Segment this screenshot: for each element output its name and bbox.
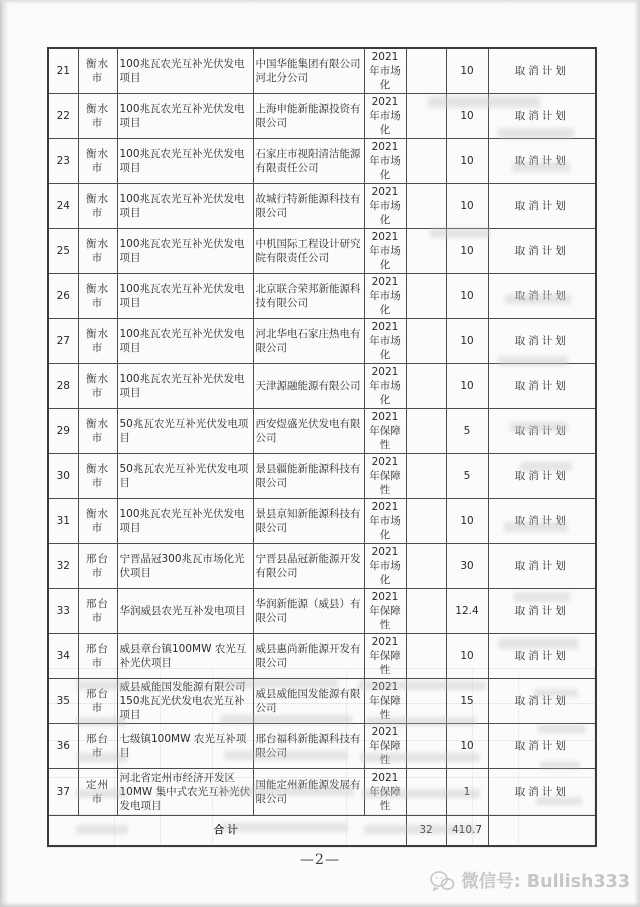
capacity-cell: 5: [446, 409, 488, 454]
status-cell: 取消计划: [488, 634, 596, 679]
table-row: [48, 544, 596, 589]
year-type-cell: 2021年市场化: [364, 139, 406, 184]
year-type-cell: 2021年保障性: [364, 679, 406, 724]
row-number: 24: [48, 184, 78, 229]
capacity-cell: 5: [446, 454, 488, 499]
project-name-cell: 50兆瓦农光互补光伏发电项目: [117, 454, 253, 499]
project-name-cell: 100兆瓦农光互补光伏发电项目: [117, 229, 253, 274]
company-name-cell: 河北华电石家庄热电有限公司: [253, 319, 364, 364]
spare-cell: [406, 229, 446, 274]
status-cell: 取消计划: [488, 724, 596, 769]
scan-edge-left: [0, 0, 9, 907]
spare-cell: [406, 454, 446, 499]
table-row: [48, 48, 596, 94]
spare-cell: [406, 679, 446, 724]
city-cell: 邢台市: [78, 724, 117, 769]
capacity-cell: 10: [446, 499, 488, 544]
company-name-cell: 威县惠尚新能源开发有限公司: [253, 634, 364, 679]
row-number: 26: [48, 274, 78, 319]
spare-cell: [406, 409, 446, 454]
spare-cell: [406, 769, 446, 816]
spare-cell: [406, 48, 446, 94]
status-cell: 取消计划: [488, 679, 596, 724]
status-cell: 取消计划: [488, 364, 596, 409]
table-row: [48, 229, 596, 274]
row-number: 35: [48, 679, 78, 724]
wechat-icon: [429, 869, 455, 893]
row-number: 30: [48, 454, 78, 499]
company-name-cell: 中机国际工程设计研究院有限责任公司: [253, 229, 364, 274]
city-cell: 衡水市: [78, 94, 117, 139]
table-row: [48, 409, 596, 454]
company-name-cell: 威县威能国发能源有限公司: [253, 679, 364, 724]
capacity-cell: 1: [446, 769, 488, 816]
company-name-cell: 景县亰知新能源科技有限公司: [253, 499, 364, 544]
total-status-cell: [488, 816, 596, 846]
row-number: 29: [48, 409, 78, 454]
company-name-cell: 中国华能集团有限公司河北分公司: [253, 48, 364, 94]
capacity-cell: 10: [446, 634, 488, 679]
projects-table: [47, 47, 597, 847]
city-cell: 邢台市: [78, 589, 117, 634]
year-type-cell: 2021年市场化: [364, 499, 406, 544]
city-cell: 衡水市: [78, 409, 117, 454]
status-cell: 取消计划: [488, 319, 596, 364]
city-cell: 邢台市: [78, 634, 117, 679]
city-cell: 衡水市: [78, 184, 117, 229]
status-cell: 取消计划: [488, 94, 596, 139]
city-cell: 衡水市: [78, 139, 117, 184]
project-name-cell: 河北省定州市经济开发区10MW 集中式农光互补光伏发电项目: [117, 769, 253, 816]
status-cell: 取消计划: [488, 589, 596, 634]
project-name-cell: 100兆瓦农光互补光伏发电项目: [117, 364, 253, 409]
row-number: 25: [48, 229, 78, 274]
table-row: [48, 724, 596, 769]
spare-cell: [406, 499, 446, 544]
status-cell: 取消计划: [488, 409, 596, 454]
year-type-cell: 2021年保障性: [364, 769, 406, 816]
project-name-cell: 50兆瓦农光互补光伏发电项目: [117, 409, 253, 454]
year-type-cell: 2021年保障性: [364, 724, 406, 769]
year-type-cell: 2021年市场化: [364, 364, 406, 409]
company-name-cell: 国能定州新能源发展有限公司: [253, 769, 364, 816]
table-row: [48, 94, 596, 139]
company-name-cell: 石家庄市视阳清洁能源有限责任公司: [253, 139, 364, 184]
status-cell: 取消计划: [488, 184, 596, 229]
capacity-cell: 10: [446, 184, 488, 229]
company-name-cell: 邢台福科新能源科技有限公司: [253, 724, 364, 769]
table-row: [48, 769, 596, 816]
row-number: 37: [48, 769, 78, 816]
project-name-cell: 威县章台镇100MW 农光互补光伏项目: [117, 634, 253, 679]
year-type-cell: 2021年保障性: [364, 409, 406, 454]
scan-edge-right: [634, 0, 640, 907]
row-number: 36: [48, 724, 78, 769]
project-name-cell: 100兆瓦农光互补光伏发电项目: [117, 139, 253, 184]
project-name-cell: 华润威县农光互补发电项目: [117, 589, 253, 634]
table-row: [48, 364, 596, 409]
status-cell: 取消计划: [488, 139, 596, 184]
project-name-cell: 威县威能国发能源有限公司150兆瓦光伏发电农光互补项目: [117, 679, 253, 724]
row-number: 34: [48, 634, 78, 679]
company-name-cell: 华润新能源（威县）有限公司: [253, 589, 364, 634]
status-cell: 取消计划: [488, 274, 596, 319]
company-name-cell: 故城行特新能源科技有限公司: [253, 184, 364, 229]
spare-cell: [406, 139, 446, 184]
company-name-cell: 西安煜盛光伏发电有限公司: [253, 409, 364, 454]
spare-cell: [406, 364, 446, 409]
table-row: [48, 274, 596, 319]
scan-edge-bottom: [0, 902, 640, 907]
spare-cell: [406, 94, 446, 139]
row-number: 21: [48, 48, 78, 94]
watermark-text: 微信号: Bullish333: [461, 872, 630, 892]
project-name-cell: 七级镇100MW 农光互补项目: [117, 724, 253, 769]
status-cell: 取消计划: [488, 454, 596, 499]
capacity-cell: 30: [446, 544, 488, 589]
row-number: 22: [48, 94, 78, 139]
city-cell: 衡水市: [78, 274, 117, 319]
year-type-cell: 2021年市场化: [364, 94, 406, 139]
capacity-cell: 10: [446, 229, 488, 274]
spare-cell: [406, 319, 446, 364]
year-type-cell: 2021年保障性: [364, 454, 406, 499]
project-name-cell: 100兆瓦农光互补光伏发电项目: [117, 319, 253, 364]
city-cell: 定州市: [78, 769, 117, 816]
table-row: [48, 139, 596, 184]
table-row: [48, 319, 596, 364]
city-cell: 衡水市: [78, 499, 117, 544]
project-name-cell: 100兆瓦农光互补光伏发电项目: [117, 274, 253, 319]
company-name-cell: 景县疆能新能源科技有限公司: [253, 454, 364, 499]
row-number: 32: [48, 544, 78, 589]
capacity-cell: 10: [446, 94, 488, 139]
watermark: [429, 868, 630, 893]
row-number: 23: [48, 139, 78, 184]
status-cell: 取消计划: [488, 499, 596, 544]
row-number: 33: [48, 589, 78, 634]
status-cell: 取消计划: [488, 48, 596, 94]
table-row: [48, 499, 596, 544]
page-number: —2—: [300, 852, 340, 868]
project-name-cell: 100兆瓦农光互补光伏发电项目: [117, 94, 253, 139]
table-row: [48, 589, 596, 634]
capacity-cell: 10: [446, 274, 488, 319]
year-type-cell: 2021年保障性: [364, 634, 406, 679]
capacity-cell: 12.4: [446, 589, 488, 634]
row-number: 27: [48, 319, 78, 364]
year-type-cell: 2021年市场化: [364, 184, 406, 229]
capacity-cell: 10: [446, 139, 488, 184]
table-body: [48, 48, 596, 846]
city-cell: 衡水市: [78, 48, 117, 94]
spare-cell: [406, 184, 446, 229]
capacity-cell: 10: [446, 319, 488, 364]
capacity-cell: 10: [446, 364, 488, 409]
city-cell: 衡水市: [78, 229, 117, 274]
city-cell: 衡水市: [78, 364, 117, 409]
project-name-cell: 100兆瓦农光互补光伏发电项目: [117, 499, 253, 544]
city-cell: 邢台市: [78, 679, 117, 724]
scan-edge-top: [0, 0, 640, 4]
city-cell: 衡水市: [78, 454, 117, 499]
table-row: [48, 184, 596, 229]
spare-cell: [406, 634, 446, 679]
spare-cell: [406, 544, 446, 589]
company-name-cell: 天津源融能源有限公司: [253, 364, 364, 409]
spare-cell: [406, 724, 446, 769]
row-number: 28: [48, 364, 78, 409]
spare-cell: [406, 274, 446, 319]
capacity-cell: 15: [446, 679, 488, 724]
table-row: [48, 454, 596, 499]
year-type-cell: 2021年市场化: [364, 274, 406, 319]
status-cell: 取消计划: [488, 769, 596, 816]
year-type-cell: 2021年市场化: [364, 319, 406, 364]
status-cell: 取消计划: [488, 229, 596, 274]
capacity-cell: 10: [446, 48, 488, 94]
city-cell: 衡水市: [78, 319, 117, 364]
capacity-cell: 10: [446, 724, 488, 769]
city-cell: 邢台市: [78, 544, 117, 589]
spare-cell: [406, 589, 446, 634]
company-name-cell: 上海申能新能源投资有限公司: [253, 94, 364, 139]
company-name-cell: 宁晋县晶冠新能源开发有限公司: [253, 544, 364, 589]
total-label: 合计: [48, 816, 406, 846]
total-row: [48, 816, 596, 846]
year-type-cell: 2021年保障性: [364, 589, 406, 634]
row-number: 31: [48, 499, 78, 544]
year-type-cell: 2021年市场化: [364, 229, 406, 274]
year-type-cell: 2021年市场化: [364, 544, 406, 589]
project-name-cell: 100兆瓦农光互补光伏发电项目: [117, 48, 253, 94]
table-row: [48, 634, 596, 679]
total-count: 32: [406, 816, 446, 846]
table-row: [48, 679, 596, 724]
total-capacity: 410.7: [446, 816, 488, 846]
project-name-cell: 100兆瓦农光互补光伏发电项目: [117, 184, 253, 229]
company-name-cell: 北京联合荣邦新能源科技有限公司: [253, 274, 364, 319]
status-cell: 取消计划: [488, 544, 596, 589]
year-type-cell: 2021年市场化: [364, 48, 406, 94]
project-name-cell: 宁晋晶冠300兆瓦市场化光伏项目: [117, 544, 253, 589]
